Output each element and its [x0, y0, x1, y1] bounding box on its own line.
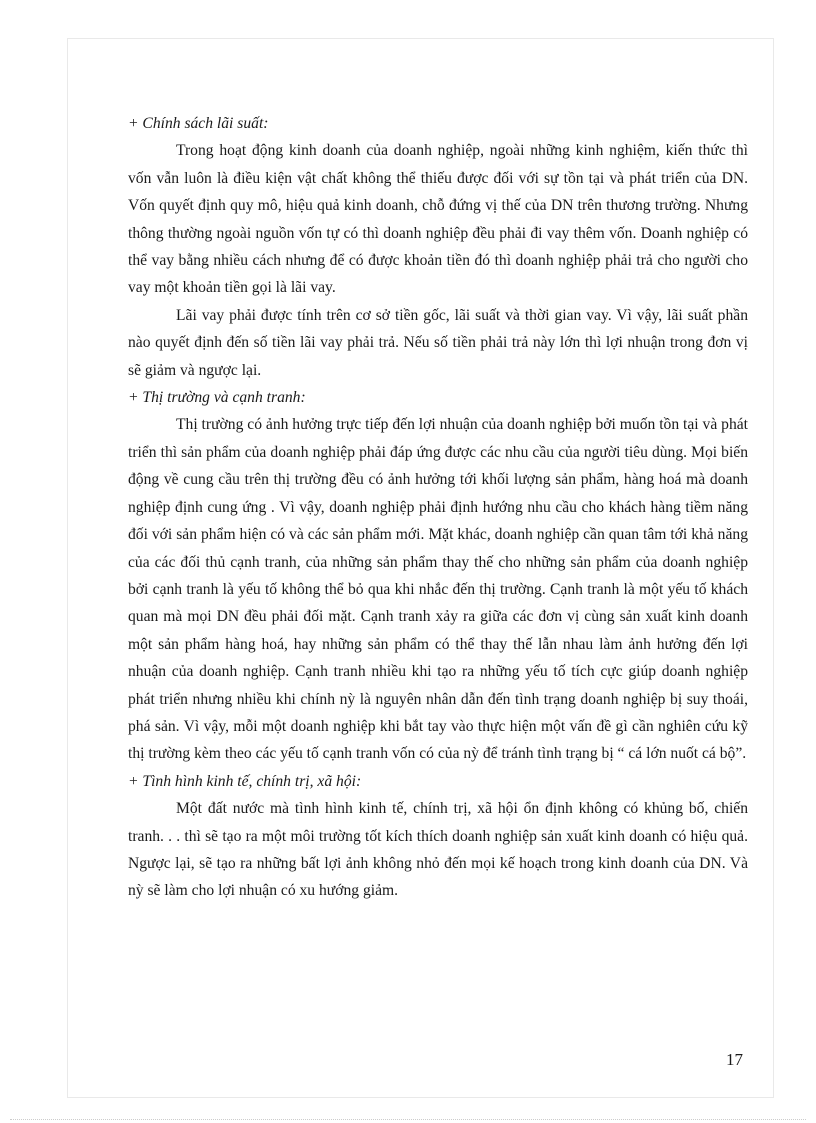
section-heading-interest-policy: + Chính sách lãi suất:: [128, 115, 269, 132]
paragraph: Trong hoạt động kinh doanh của doanh nghiệp, ngoài những kinh nghiệm, kiến thức thì vốn vẫn luôn là điều kiện vật chất không thể thiếu được đối với sự tồn tại và phát triển của DN. Vốn quyết định quy mô, hiệu quả kinh doanh, chỗ đứng vị thế của DN trên thương trường. Nhưng thông thường ngoài nguồn vốn tự có thì doanh nghiệp đều phải đi vay thêm vốn. Doanh nghiệp có thể vay bằng nhiều cách nhưng để có được khoản tiền đó thì doanh nghiệp phải trả cho người cho vay một khoản tiền gọi là lãi vay.: [128, 142, 748, 297]
document-body: [128, 110, 748, 905]
paragraph: Thị trường có ảnh hưởng trực tiếp đến lợi nhuận của doanh nghiệp bởi muốn tồn tại và phát triển thì sản phẩm của doanh nghiệp phải đáp ứng được các nhu cầu của người tiêu dùng. Mọi biến động về cung cầu trên thị trường đều có ảnh hưởng tới khối lượng sản phẩm, hàng hoá mà doanh nghiệp định cung ứng . Vì vậy, doanh nghiệp phải định hướng nhu cầu cho khách hàng tiềm năng đối với sản phẩm hiện có và các sản phẩm mới. Mặt khác, doanh nghiệp cần quan tâm tới khả năng của các đối thủ cạnh tranh, của những sản phẩm thay thế cho những sản phẩm của doanh nghiệp bởi cạnh tranh là yếu tố không thể bỏ qua khi nhắc đến thị trường. Cạnh tranh là một yếu tố khách quan mà mọi DN đều phải đối mặt. Cạnh tranh xảy ra giữa các đơn vị cùng sản xuất kinh doanh một sản phẩm hàng hoá, hay những sản phẩm có thể thay thế lẫn nhau làm ảnh hưởng đến lợi nhuận của doanh nghiệp. Cạnh tranh nhiều khi tạo ra những yếu tố tích cực giúp doanh nghiệp phát triển nhưng nhiều khi chính nỳ là nguyên nhân dẫn đến tình trạng doanh nghiệp bị suy thoái, phá sản. Vì vậy, mỗi một doanh nghiệp khi bắt tay vào thực hiện một vấn đề gì cần nghiên cứu kỹ thị trường kèm theo các yếu tố cạnh tranh vốn có của nỳ để tránh tình trạng bị “ cá lớn nuốt cá bộ”.: [128, 416, 748, 763]
section-heading-economic-political-social: + Tình hình kinh tế, chính trị, xã hội:: [128, 772, 362, 790]
paragraph: Một đất nước mà tình hình kinh tế, chính trị, xã hội ổn định không có khủng bố, chiến tranh. . . thì sẽ tạo ra một môi trường tốt kích thích doanh nghiệp sản xuất kinh doanh có hiệu quả. Ngược lại, sẽ tạo ra những bất lợi ảnh không nhỏ đến mọi kế hoạch trong kinh doanh của DN. Và nỳ sẽ làm cho lợi nhuận có xu hướng giảm.: [128, 800, 748, 900]
paragraph: Lãi vay phải được tính trên cơ sở tiền gốc, lãi suất và thời gian vay. Vì vậy, lãi suất phần nào quyết định đến số tiền lãi vay phải trả. Nếu số tiền phải trả này lớn thì lợi nhuận trong đơn vị sẽ giảm và ngược lại.: [128, 306, 748, 379]
page-bottom-divider: [10, 1119, 806, 1120]
page-number: 17: [726, 1050, 743, 1069]
section-heading-market-competition: + Thị trường và cạnh tranh:: [128, 389, 306, 407]
